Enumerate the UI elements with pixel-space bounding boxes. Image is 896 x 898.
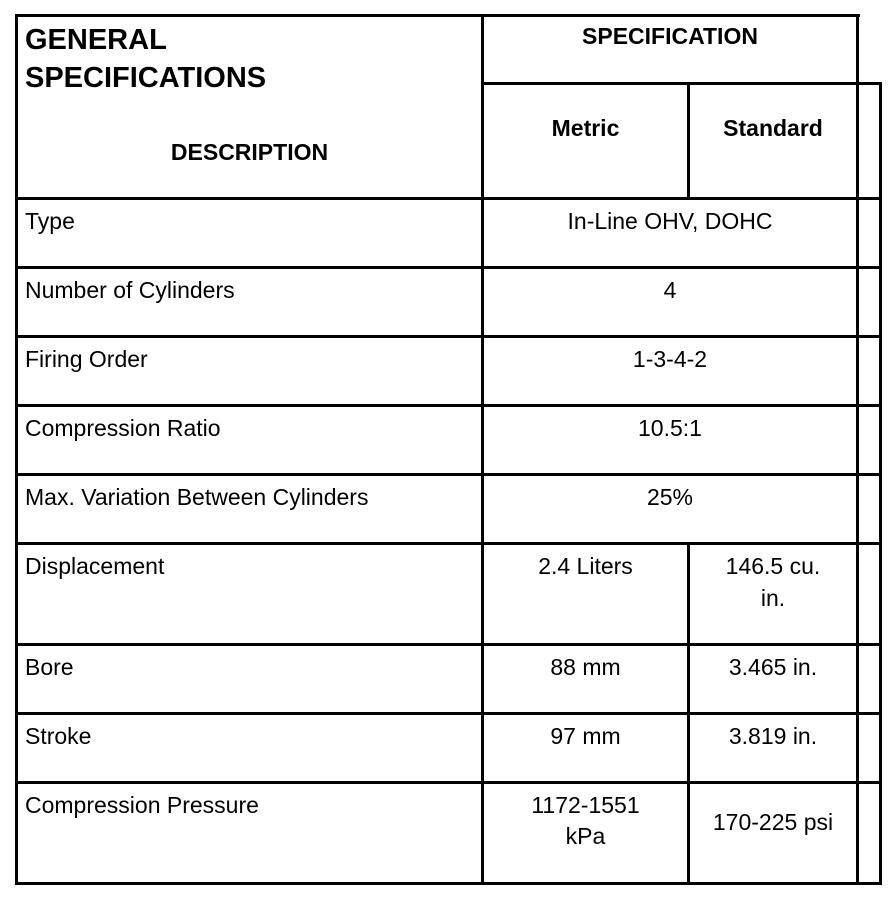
description-column-divider — [481, 14, 484, 885]
row-description: Bore — [25, 654, 74, 680]
row-divider — [15, 473, 882, 476]
metric-value-line1: 1172-1551 — [531, 792, 640, 818]
row-divider — [15, 712, 882, 715]
standard-value: 3.465 in. — [728, 654, 818, 680]
row-description: Max. Variation Between Cylinders — [25, 484, 369, 510]
metric-value-line2: kPa — [565, 823, 606, 849]
description-header: DESCRIPTION — [170, 139, 329, 165]
row-description: Stroke — [25, 723, 92, 749]
standard-value-line1: 146.5 cu. — [725, 553, 821, 579]
row-description: Type — [25, 208, 75, 234]
row-value: 25% — [646, 484, 694, 510]
standard-value: 170-225 psi — [712, 809, 834, 835]
spec-column-right-border — [856, 14, 859, 885]
row-divider — [15, 266, 882, 269]
row-value: 1-3-4-2 — [632, 346, 708, 372]
row-description: Number of Cylinders — [25, 277, 235, 303]
row-value: 4 — [663, 277, 677, 303]
standard-header: Standard — [723, 115, 823, 141]
metric-value: 88 mm — [550, 654, 621, 680]
row-value: In-Line OHV, DOHC — [567, 208, 773, 234]
row-divider — [15, 542, 882, 545]
row-value: 10.5:1 — [638, 415, 702, 441]
row-description: Compression Pressure — [25, 792, 259, 818]
header-bottom-rule — [15, 197, 882, 200]
row-description: Compression Ratio — [25, 415, 221, 441]
spec-header-divider — [482, 82, 882, 85]
table-title-line1: GENERAL — [25, 24, 167, 56]
row-divider — [15, 781, 882, 784]
table-border-right — [879, 84, 882, 885]
metric-value: 97 mm — [550, 723, 621, 749]
row-description: Firing Order — [25, 346, 148, 372]
row-description: Displacement — [25, 553, 165, 579]
table-title-line2: SPECIFICATIONS — [25, 62, 267, 94]
metric-header: Metric — [551, 115, 620, 141]
metric-value: 2.4 Liters — [538, 553, 633, 579]
specification-header: SPECIFICATION — [582, 23, 758, 49]
table-border-top — [15, 14, 860, 17]
row-divider — [15, 404, 882, 407]
row-divider — [15, 643, 882, 646]
table-border-bottom — [15, 882, 882, 885]
standard-value: 3.819 in. — [728, 723, 818, 749]
standard-value-line2: in. — [760, 585, 786, 611]
row-divider — [15, 335, 882, 338]
